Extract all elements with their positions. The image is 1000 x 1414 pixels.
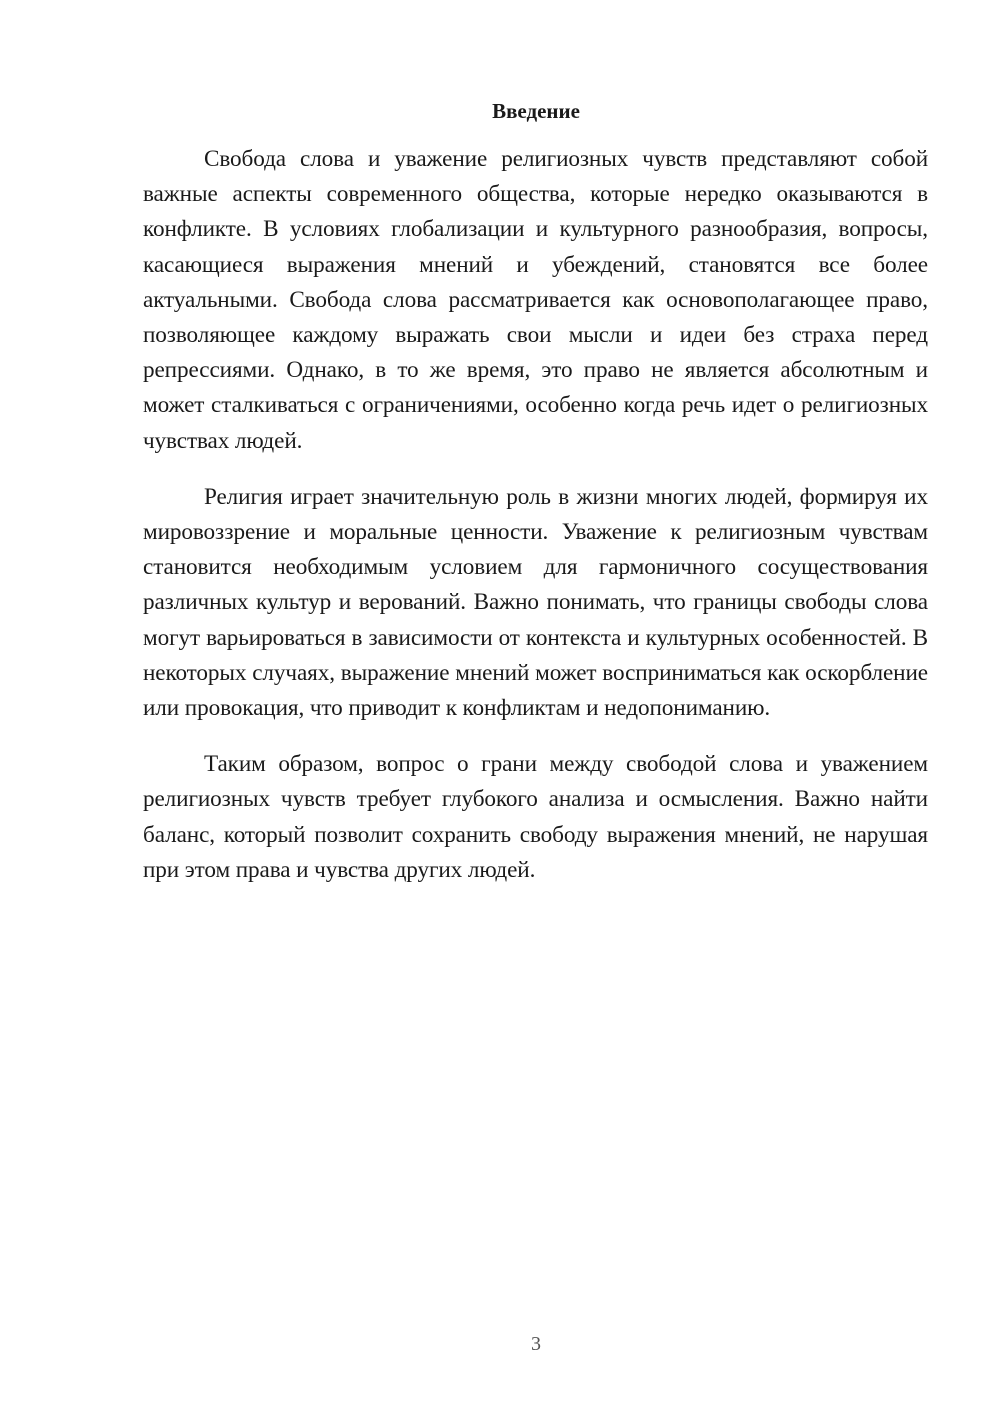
paragraph-1: Свобода слова и уважение религиозных чувств представляют собой важные аспекты современного общества, которые нередко оказываются в конфликте. В условиях глобализации и культурного разнообразия, вопросы, касающиеся выражения мнений и убеждений, становятся все более актуальными. Свобода слова рассматривается как основополагающее право, позволяющее каждому выражать свои мысли и идеи без страха перед репрессиями. Однако, в то же время, это право не является абсолютным и может сталкиваться с ограничениями, особенно когда речь идет о религиозных чувствах людей. (143, 146, 928, 454)
body-text (143, 142, 928, 909)
section-heading: Введение (492, 99, 580, 123)
paragraph-3: Таким образом, вопрос о грани между свободой слова и уважением религиозных чувств требует глубокого анализа и осмысления. Важно найти баланс, который позволит сохранить свободу выражения мнений, не нарушая при этом права и чувства других людей. (143, 751, 928, 883)
page-number: 3 (531, 1333, 541, 1355)
paragraph-2: Религия играет значительную роль в жизни многих людей, формируя их мировоззрение и моральные ценности. Уважение к религиозным чувствам становится необходимым условием для гармоничного сосуществования различных культур и верований. Важно понимать, что границы свободы слова могут варьироваться в зависимости от контекста и культурных особенностей. В некоторых случаях, выражение мнений может восприниматься как оскорбление или провокация, что приводит к конфликтам и недопониманию. (143, 483, 928, 722)
